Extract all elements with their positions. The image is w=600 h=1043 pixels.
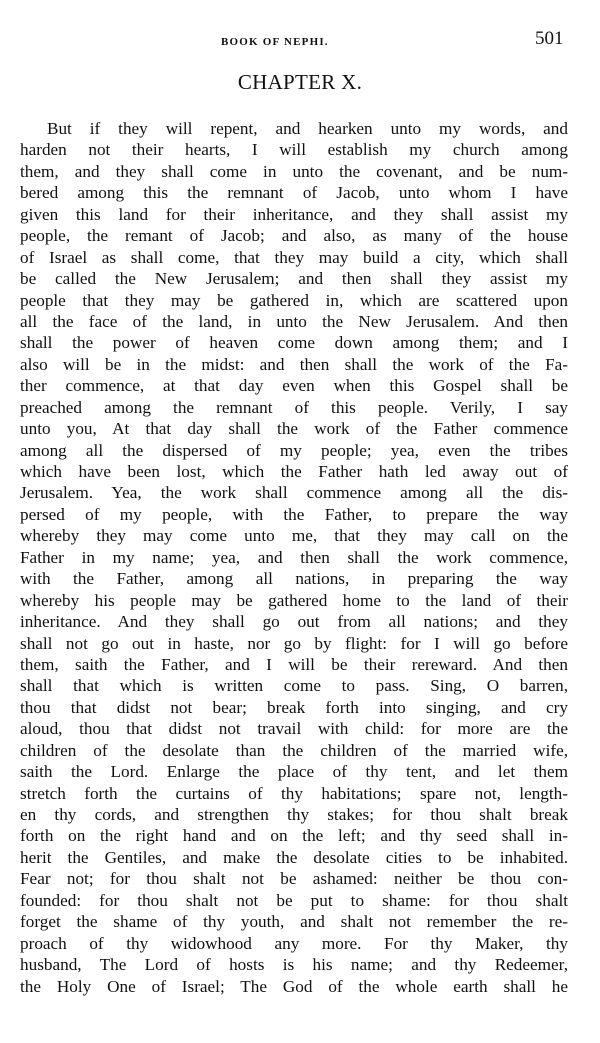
text-line: forget the shame of thy youth, and shalt not remember the re-: [20, 912, 568, 932]
text-line: the Holy One of Israel; The God of the whole earth shall he: [20, 976, 568, 996]
text-line: whereby they may come unto me, that they may call on the: [20, 526, 568, 546]
text-line: But if they will repent, and hearken unto my words, and: [47, 119, 568, 138]
text-line: ther commence, at that day even when this Gospel shall be: [20, 376, 568, 396]
text-line: people that they may be gathered in, which are scattered upon: [20, 290, 568, 310]
running-title: BOOK OF NEPHI.: [221, 36, 329, 48]
text-line: shall that which is written come to pass. Sing, O barren,: [20, 676, 568, 696]
text-line: with the Father, among all nations, in preparing the way: [20, 569, 568, 589]
text-line: people, the remant of Jacob; and also, as many of the house: [20, 226, 568, 246]
text-line: proach of thy widowhood any more. For thy Maker, thy: [20, 933, 568, 953]
text-line: unto you, At that day shall the work of the Father commence: [20, 419, 568, 439]
text-line: Fear not; for thou shalt not be ashamed: neither be thou con-: [20, 869, 568, 889]
text-line: founded: for thou shalt not be put to shame: for thou shalt: [20, 890, 568, 910]
text-line: which have been lost, which the Father hath led away out of: [20, 462, 568, 481]
text-line: all the face of the land, in unto the New Jerusalem. And then: [20, 311, 568, 331]
text-line: persed of my people, with the Father, to prepare the way: [20, 504, 568, 524]
text-line: shall the power of heaven come down among them; and I: [20, 333, 568, 353]
text-line: them, saith the Father, and I will be their rereward. And then: [20, 654, 568, 674]
text-line: them, and they shall come in unto the covenant, and be num-: [20, 161, 568, 181]
chapter-title: CHAPTER X.: [237, 70, 363, 94]
text-line: forth on the right hand and on the left; and thy seed shall in-: [20, 826, 568, 846]
text-line: thou that didst not bear; break forth into singing, and cry: [20, 697, 568, 717]
text-line: harden not their hearts, I will establish my church among: [20, 140, 568, 160]
text-line: given this land for their inheritance, and they shall assist my: [20, 204, 568, 224]
text-line: inheritance. And they shall go out from all nations; and they: [20, 612, 568, 632]
text-line: Father in my name; yea, and then shall the work commence,: [20, 547, 568, 567]
text-line: husband, The Lord of hosts is his name; and thy Redeemer,: [20, 955, 568, 975]
text-line: herit the Gentiles, and make the desolate cities to be inhabited.: [20, 847, 568, 867]
page-number: 501: [535, 28, 564, 49]
text-line: also will be in the midst: and then shall the work of the Fa-: [20, 354, 568, 374]
text-line: aloud, thou that didst not travail with child: for more are the: [20, 719, 568, 739]
text-line: children of the desolate than the children of the married wife,: [20, 740, 568, 760]
text-line: stretch forth the curtains of thy habitations; spare not, length-: [20, 783, 568, 803]
text-line: be called the New Jerusalem; and then shall they assist my: [20, 269, 568, 289]
text-line: en thy cords, and strengthen thy stakes; for thou shalt break: [20, 805, 568, 824]
text-line: bered among this the remnant of Jacob, unto whom I have: [20, 183, 568, 203]
text-line: saith the Lord. Enlarge the place of thy tent, and let them: [20, 762, 568, 782]
page-header: [0, 28, 600, 52]
text-line: among all the dispersed of my people; yea, even the tribes: [20, 440, 568, 460]
text-line: of Israel as shall come, that they may build a city, which shall: [20, 247, 568, 267]
text-line: shall not go out in haste, nor go by flight: for I will go before: [20, 633, 568, 653]
text-line: whereby his people may be gathered home to the land of their: [20, 590, 568, 610]
text-line: preached among the remnant of this people. Verily, I say: [20, 397, 568, 417]
text-line: Jerusalem. Yea, the work shall commence among all the dis-: [20, 483, 568, 503]
chapter-body: [20, 118, 568, 997]
